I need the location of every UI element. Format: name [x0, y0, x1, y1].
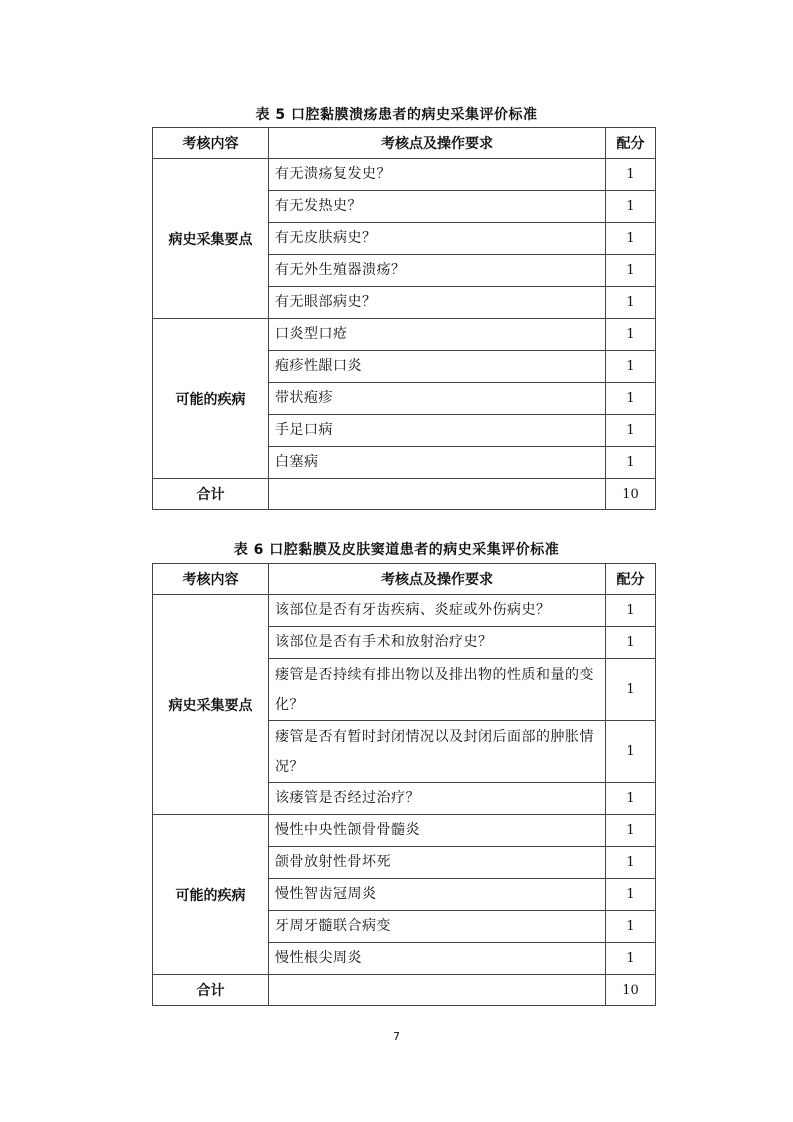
score: 1	[606, 721, 656, 783]
table5	[152, 127, 656, 510]
requirement: 口炎型口疮	[269, 319, 606, 351]
table6-caption: 表 6 口腔黏膜及皮肤窦道患者的病史采集评价标准	[233, 542, 560, 558]
total-label: 合计	[153, 975, 269, 1006]
table-row	[153, 595, 656, 627]
requirement: 白塞病	[269, 447, 606, 479]
requirement: 慢性根尖周炎	[269, 943, 606, 975]
score: 1	[606, 447, 656, 479]
requirement: 有无外生殖器溃疡？	[269, 255, 606, 287]
score: 1	[606, 815, 656, 847]
score: 1	[606, 415, 656, 447]
total-score: 10	[606, 975, 656, 1006]
score: 1	[606, 911, 656, 943]
score: 1	[606, 223, 656, 255]
score: 1	[606, 383, 656, 415]
total-label: 合计	[153, 479, 269, 510]
total-empty	[269, 479, 606, 510]
score: 1	[606, 159, 656, 191]
header-score: 配分	[606, 128, 656, 159]
score: 1	[606, 847, 656, 879]
requirement: 慢性中央性颌骨骨髓炎	[269, 815, 606, 847]
category-diseases: 可能的疾病	[153, 815, 269, 975]
requirement: 带状疱疹	[269, 383, 606, 415]
category-diseases: 可能的疾病	[153, 319, 269, 479]
table5-total-row	[153, 479, 656, 510]
requirement: 有无皮肤病史？	[269, 223, 606, 255]
score: 1	[606, 595, 656, 627]
score: 1	[606, 879, 656, 911]
table5-caption: 表 5 口腔黏膜溃疡患者的病史采集评价标准	[255, 107, 538, 123]
header-points: 考核点及操作要求	[269, 128, 606, 159]
requirement: 该部位是否有手术和放射治疗史？	[269, 627, 606, 659]
requirement: 有无发热史？	[269, 191, 606, 223]
category-history: 病史采集要点	[153, 159, 269, 319]
score: 1	[606, 943, 656, 975]
table-row	[153, 159, 656, 191]
requirement: 牙周牙髓联合病变	[269, 911, 606, 943]
requirement: 慢性智齿冠周炎	[269, 879, 606, 911]
category-history: 病史采集要点	[153, 595, 269, 815]
score: 1	[606, 783, 656, 815]
table5-header-row	[153, 128, 656, 159]
requirement: 手足口病	[269, 415, 606, 447]
header-points: 考核点及操作要求	[269, 564, 606, 595]
score: 1	[606, 191, 656, 223]
table6-header-row	[153, 564, 656, 595]
total-empty	[269, 975, 606, 1006]
table-row	[153, 815, 656, 847]
table-row	[153, 319, 656, 351]
score: 1	[606, 351, 656, 383]
score: 1	[606, 627, 656, 659]
requirement: 颌骨放射性骨坏死	[269, 847, 606, 879]
score: 1	[606, 287, 656, 319]
requirement: 瘘管是否有暂时封闭情况以及封闭后面部的肿胀情况？	[269, 721, 606, 783]
table6	[152, 563, 656, 1006]
header-content: 考核内容	[153, 128, 269, 159]
score: 1	[606, 659, 656, 721]
header-score: 配分	[606, 564, 656, 595]
requirement: 该瘘管是否经过治疗？	[269, 783, 606, 815]
requirement: 有无溃疡复发史？	[269, 159, 606, 191]
score: 1	[606, 319, 656, 351]
header-content: 考核内容	[153, 564, 269, 595]
total-score: 10	[606, 479, 656, 510]
table6-total-row	[153, 975, 656, 1006]
requirement: 瘘管是否持续有排出物以及排出物的性质和量的变化？	[269, 659, 606, 721]
requirement: 有无眼部病史？	[269, 287, 606, 319]
score: 1	[606, 255, 656, 287]
requirement: 该部位是否有牙齿疾病、炎症或外伤病史？	[269, 595, 606, 627]
page-number: 7	[393, 1030, 400, 1043]
requirement: 疱疹性龈口炎	[269, 351, 606, 383]
